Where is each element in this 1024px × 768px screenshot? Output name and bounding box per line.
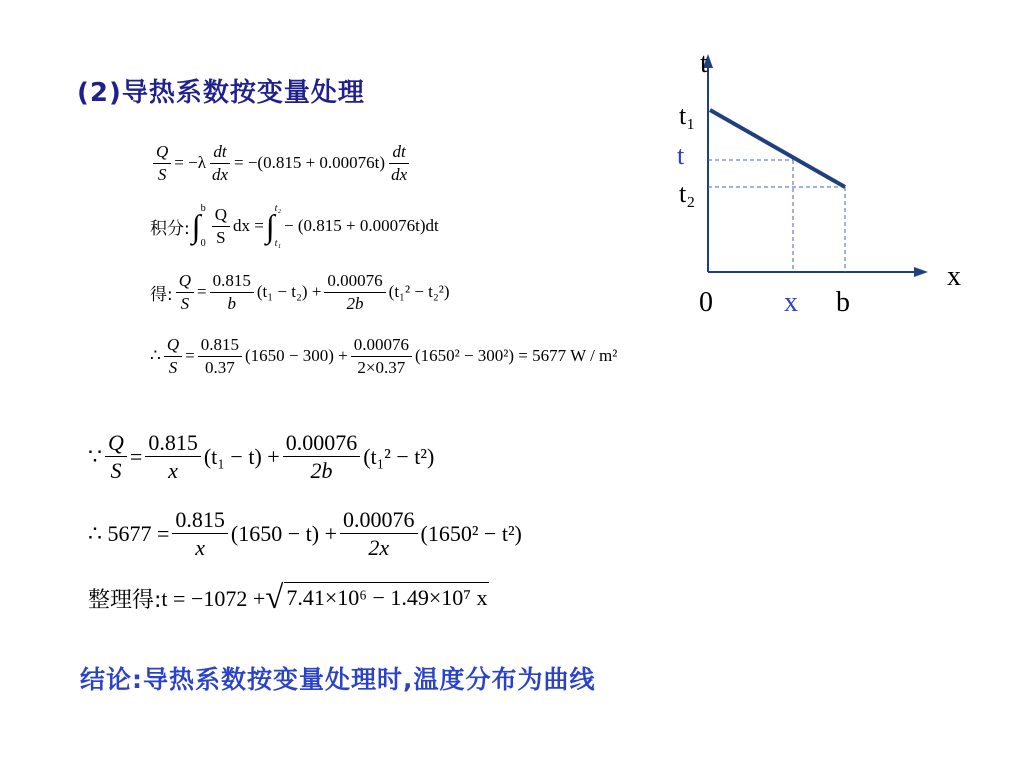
eq2-rhs: − (0.815 + 0.00076t)dt <box>284 216 439 235</box>
eq5-prefix: ∵ <box>88 443 102 469</box>
eq4-term1: (1650 − 300) + <box>244 346 348 366</box>
eq5-term2: (t₁² − t²) <box>363 443 435 469</box>
x-axis-label: x <box>947 261 961 292</box>
eq2-dx: dx = <box>232 216 264 235</box>
fraction-000076-over-2b: $\frac{0.00076}{2b}$ <box>283 430 361 484</box>
eq3-prefix: 得: <box>150 284 173 305</box>
eq6-term1: (1650 − t) + <box>230 520 337 546</box>
fraction-0815-over-037: $\frac{0.815}{0.37}$ <box>198 335 242 377</box>
fraction-000076-over-2b: $\frac{0.00076}{2b}$ <box>324 271 385 313</box>
equals-sign: = <box>197 282 207 302</box>
fraction-dt-dx: $\frac{dt}{dx}$ <box>211 142 228 184</box>
equals-sign: = <box>129 443 143 469</box>
equation-temperature-distribution <box>88 582 489 615</box>
radicand: 7.41×10⁶ − 1.49×10⁷ x <box>284 582 489 615</box>
equation-numeric-heat-flux <box>150 335 617 377</box>
fraction-0815-over-b: $\frac{0.815}{b}$ <box>210 271 254 313</box>
square-root-icon: √ <box>265 580 284 616</box>
eq6-prefix: ∴ 5677 = <box>88 520 170 546</box>
integral-sign-icon: ∫ <box>191 207 201 244</box>
equation-integration <box>150 203 439 249</box>
section-heading: (2)导热系数按变量处理 <box>77 78 365 108</box>
label-t: t <box>677 141 685 170</box>
fraction-q-over-s: $\frac{Q}{S}$ <box>105 430 127 484</box>
fraction-q-over-s: $\frac{Q}{S}$ <box>212 205 230 247</box>
conclusion-text: 结论:导热系数按变量处理时,温度分布为曲线 <box>80 665 596 694</box>
eq4-prefix: ∴ <box>150 346 161 366</box>
label-t1: t₁ <box>679 101 696 130</box>
eq2-prefix: 积分: <box>150 218 190 239</box>
fraction-dt-dx-2: $\frac{dt}{dx}$ <box>391 142 408 184</box>
fraction-000076-over-074: $\frac{0.00076}{2\times 0.37}$ <box>351 335 412 377</box>
temperature-line <box>710 110 845 187</box>
label-x: x <box>784 287 798 318</box>
temperature-profile-diagram <box>660 40 990 330</box>
eq7-prefix: 整理得: <box>88 588 162 613</box>
equation-integrated-result <box>150 271 450 313</box>
fraction-000076-over-2x: $\frac{0.00076}{2x}$ <box>340 507 418 561</box>
equation-numeric-position <box>88 507 522 561</box>
eq4-term2: (1650² − 300²) = 5677 W / m² <box>414 346 618 366</box>
equation-general-position <box>88 430 434 484</box>
integral-limits: b 0 <box>200 203 206 249</box>
label-b: b <box>836 287 850 318</box>
fraction-0815-over-x: $\frac{0.815}{x}$ <box>172 507 228 561</box>
fraction-q-over-s: $\frac{Q}{S}$ <box>176 271 194 313</box>
fraction-0815-over-x: $\frac{0.815}{x}$ <box>145 430 201 484</box>
eq5-term1: (t₁ − t) + <box>203 443 280 469</box>
eq6-term2: (1650² − t²) <box>420 520 522 546</box>
x-axis-arrow-icon <box>914 267 928 277</box>
integral-sign-icon: ∫ <box>265 207 275 244</box>
eq1-mid: = −λ <box>174 153 206 173</box>
integral-limits-2: t₂ t₁ <box>274 203 282 249</box>
eq3-term2: (t₁² − t₂²) <box>388 282 450 302</box>
y-axis-label: t <box>700 48 708 79</box>
fraction-q-over-s: $\frac{Q}{S}$ <box>153 142 171 184</box>
fraction-q-over-s: $\frac{Q}{S}$ <box>164 335 182 377</box>
equals-sign: = <box>185 346 195 366</box>
eq7-lhs: t = −1072 + <box>161 585 266 611</box>
eq1-rhs: = −(0.815 + 0.00076t) <box>234 153 386 173</box>
square-root <box>265 582 489 615</box>
label-t2: t₂ <box>679 179 696 208</box>
eq3-term1: (t₁ − t₂) + <box>256 282 322 302</box>
label-origin: 0 <box>699 287 713 318</box>
equation-heat-flux-definition <box>150 142 413 184</box>
